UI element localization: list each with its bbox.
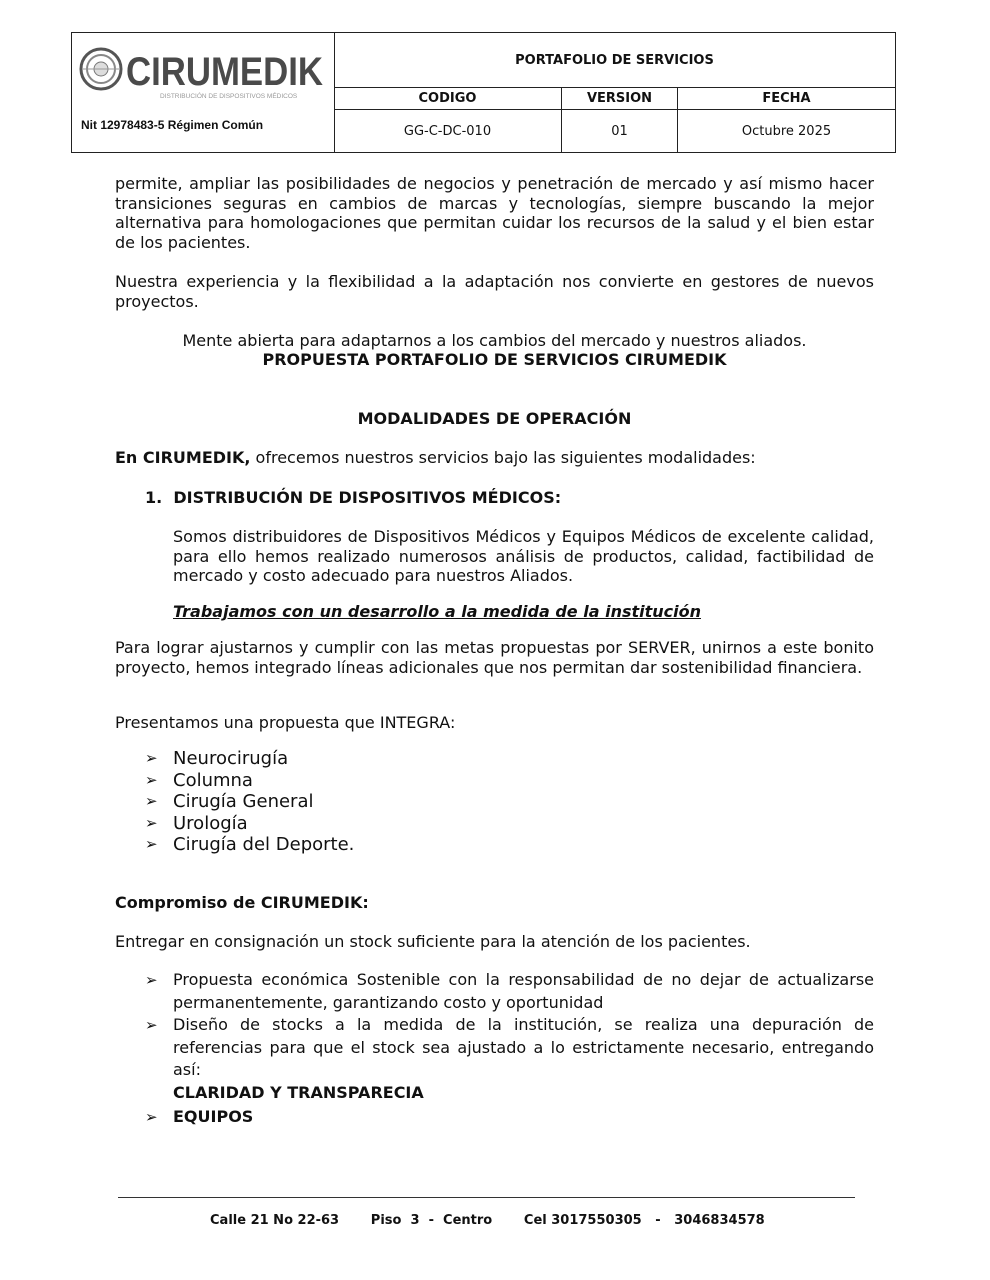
footer-floor: Piso 3 - Centro (370, 1213, 493, 1228)
fecha-value: Octubre 2025 (741, 123, 832, 139)
commitment-text: Entregar en consignación un stock suficiente para la atención de los pacientes. (115, 932, 751, 951)
clarity-label: CLARIDAD Y TRANSPARECIA (173, 1083, 424, 1102)
list-item: ➢ Cirugía del Deporte. (145, 834, 355, 856)
codigo-value: GG-C-DC-010 (403, 123, 492, 139)
arrow-bullet-icon: ➢ (145, 749, 158, 767)
fecha-label: FECHA (678, 87, 895, 110)
list-item: ➢ Urología (145, 812, 248, 834)
arrow-bullet-icon: ➢ (145, 813, 158, 832)
document-title: PORTAFOLIO DE SERVICIOS (334, 33, 895, 88)
arrow-bullet-icon: ➢ (145, 1108, 158, 1126)
version-column (562, 87, 678, 152)
item1-title: DISTRIBUCIÓN DE DISPOSITIVOS MÉDICOS: (173, 488, 562, 507)
item1-number: 1. (145, 488, 163, 507)
commitment-heading: Compromiso de CIRUMEDIK: (115, 893, 369, 912)
modalities-intro (115, 448, 874, 468)
arrow-bullet-icon: ➢ (145, 792, 158, 811)
list-item: ➢ Propuesta económica Sostenible con la responsabilidad de no dejar de actualizarse permanentemente, garantizando costo y oportunidad (145, 970, 874, 1012)
arrow-bullet-icon: ➢ (145, 1016, 158, 1034)
intro-company: En CIRUMEDIK, (115, 448, 251, 467)
fecha-column (678, 87, 895, 152)
paragraph-experience: Nuestra experiencia y la flexibilidad a la adaptación nos convierte en gestores de nuevos proyectos. (115, 272, 874, 311)
svg-text:CIRUMEDIK: CIRUMEDIK (126, 50, 324, 94)
list-item: ➢ Neurocirugía (145, 748, 289, 769)
intro-text: ofrecemos nuestros servicios bajo las siguientes modalidades: (250, 448, 756, 467)
footer-address: Calle 21 No 22-63 (210, 1213, 340, 1228)
codigo-label: CODIGO (334, 87, 561, 110)
modalities-heading: MODALIDADES DE OPERACIÓN (357, 409, 632, 428)
list-item: ➢ Diseño de stocks a la medida de la institución, se realiza una depuración de referencias para que el stock sea ajustado a lo estrictamente necesario, entregando así: (145, 1015, 874, 1079)
codigo-column (334, 87, 562, 152)
footer-divider (118, 1197, 855, 1198)
paragraph-integrates: Presentamos una propuesta que INTEGRA: (115, 713, 456, 732)
version-label: VERSION (562, 87, 677, 110)
item1-heading (145, 488, 561, 507)
cirumedik-logo (78, 41, 328, 101)
proposal-heading: PROPUESTA PORTAFOLIO DE SERVICIOS CIRUMEDIK (262, 350, 727, 369)
equipment-list (145, 1106, 874, 1129)
item1-description: Somos distribuidores de Dispositivos Médicos y Equipos Médicos de excelente calidad, para ello hemos realizado numerosos análisis de productos, calidad, factibilidad de mercado y costo adecuado para nuestros Aliados. (173, 527, 874, 585)
list-item: ➢ Cirugía General (145, 791, 314, 813)
version-value: 01 (611, 123, 628, 139)
nit-label: Nit 12978483-5 Régimen Común (81, 118, 264, 132)
list-item: ➢ EQUIPOS (145, 1106, 874, 1129)
footer-contact (210, 1213, 765, 1228)
paragraph-intro: permite, ampliar las posibilidades de negocios y penetración de mercado y así mismo hacer transiciones seguras en cambios de marcas y tecnologías, siempre buscando la mejor alternativa para homologaciones que permitan cuidar los recursos de la salud y el bien estar de los pacientes. (115, 174, 874, 252)
document-header-table (71, 32, 896, 153)
list-item: ➢ Columna (145, 769, 253, 791)
arrow-bullet-icon: ➢ (145, 835, 158, 854)
arrow-bullet-icon: ➢ (145, 971, 158, 989)
footer-phones: Cel 3017550305 - 3046834578 (523, 1213, 765, 1228)
specialties-list (145, 748, 874, 856)
arrow-bullet-icon: ➢ (145, 770, 158, 789)
svg-text:DISTRIBUCIÓN DE DISPOSITIVOS M: DISTRIBUCIÓN DE DISPOSITIVOS MÉDICOS (160, 93, 298, 100)
tailored-development-heading: Trabajamos con un desarrollo a la medida de la institución (173, 602, 701, 621)
paragraph-server: Para lograr ajustarnos y cumplir con las metas propuestas por SERVER, unirnos a este bonito proyecto, hemos integrado líneas adicionales que nos permitan dar sostenibilidad financiera. (115, 638, 874, 677)
motto-text: Mente abierta para adaptarnos a los cambios del mercado y nuestros aliados. (182, 331, 807, 350)
logo-cell (72, 33, 335, 152)
commitment-list (145, 969, 874, 1082)
